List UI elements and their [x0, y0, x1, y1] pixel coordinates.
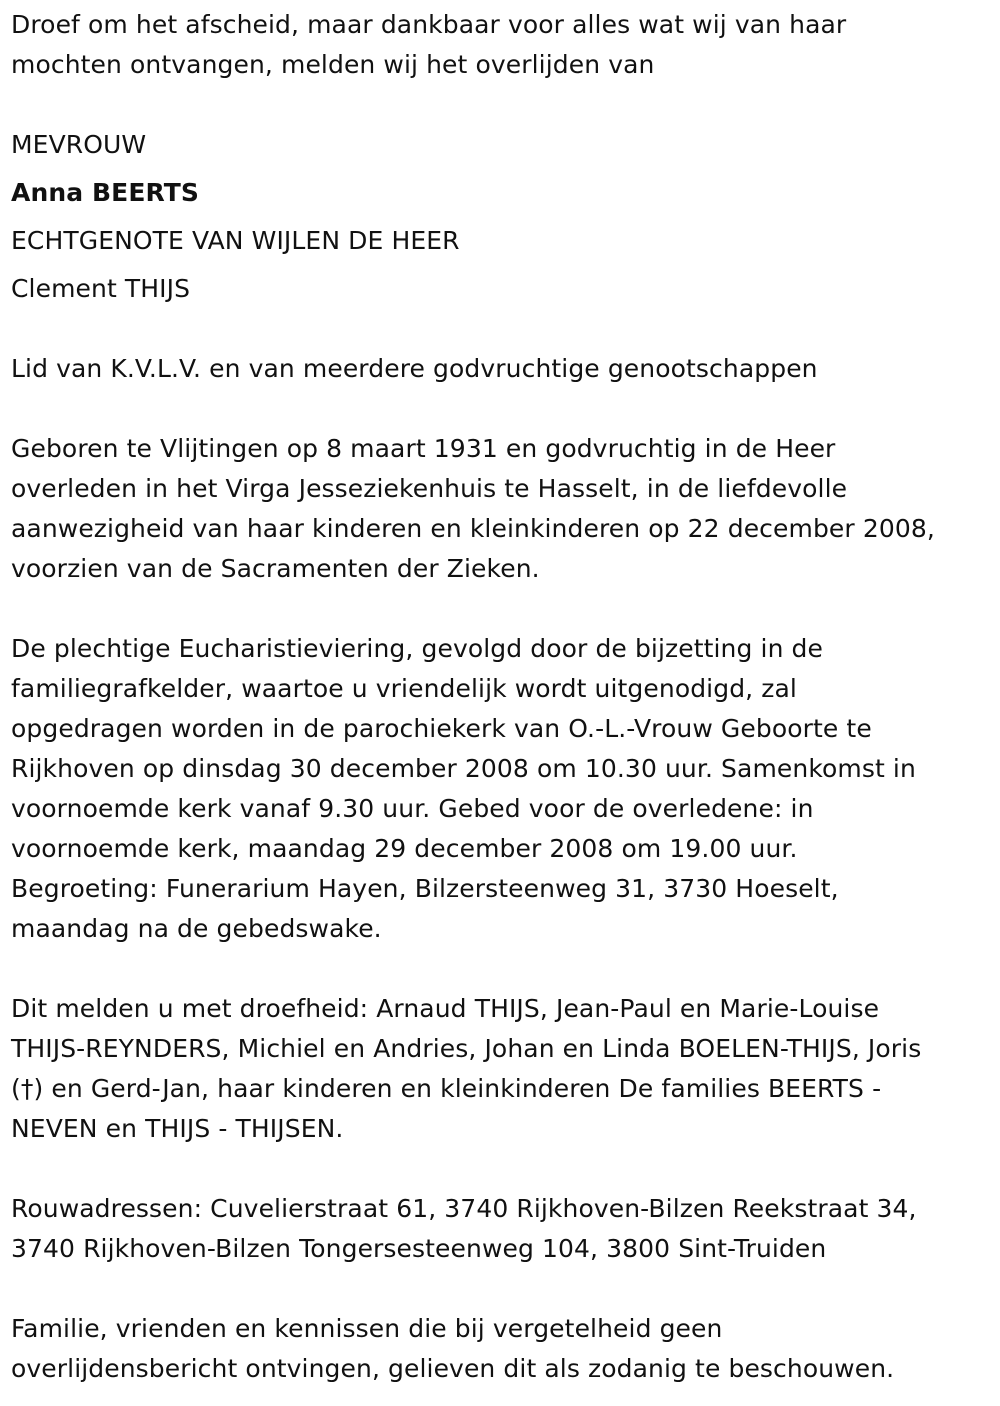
addresses-line-1: Rouwadressen: Cuvelierstraat 61, 3740 Rijkhoven-Bilzen Reekstraat 34,: [11, 1194, 917, 1223]
intro-line-2: mochten ontvangen, melden wij het overlijden van: [11, 50, 655, 79]
spouse-name: Clement THIJS: [11, 274, 191, 303]
obituary-document: [11, 0, 991, 1406]
ceremony-line-7: Begroeting: Funerarium Hayen, Bilzersteenweg 31, 3730 Hoeselt,: [11, 874, 839, 903]
membership-line: Lid van K.V.L.V. en van meerdere godvruchtige genootschappen: [11, 354, 818, 383]
ceremony-line-5: voornoemde kerk vanaf 9.30 uur. Gebed voor de overledene: in: [11, 794, 814, 823]
announcers-line-2: THIJS-REYNDERS, Michiel en Andries, Johan en Linda BOELEN-THIJS, Joris: [11, 1034, 922, 1063]
birth-death-line-1: Geboren te Vlijtingen op 8 maart 1931 en godvruchtig in de Heer: [11, 434, 836, 463]
closing-line-1: Familie, vrienden en kennissen die bij vergetelheid geen: [11, 1314, 723, 1343]
announcers-line-4: NEVEN en THIJS - THIJSEN.: [11, 1114, 344, 1143]
birth-death-line-4: voorzien van de Sacramenten der Zieken.: [11, 554, 540, 583]
deceased-title: MEVROUW: [11, 130, 147, 159]
ceremony-line-8: maandag na de gebedswake.: [11, 914, 382, 943]
announcers-line-3: (†) en Gerd-Jan, haar kinderen en kleinkinderen De families BEERTS -: [11, 1074, 882, 1103]
spouse-label: ECHTGENOTE VAN WIJLEN DE HEER: [11, 226, 460, 255]
birth-death-line-3: aanwezigheid van haar kinderen en kleinkinderen op 22 december 2008,: [11, 514, 935, 543]
ceremony-line-4: Rijkhoven op dinsdag 30 december 2008 om 10.30 uur. Samenkomst in: [11, 754, 916, 783]
ceremony-line-3: opgedragen worden in de parochiekerk van O.-L.-Vrouw Geboorte te: [11, 714, 872, 743]
deceased-name: Anna BEERTS: [11, 178, 200, 207]
addresses-line-2: 3740 Rijkhoven-Bilzen Tongersesteenweg 104, 3800 Sint-Truiden: [11, 1234, 827, 1263]
birth-death-line-2: overleden in het Virga Jesseziekenhuis te Hasselt, in de liefdevolle: [11, 474, 848, 503]
announcers-line-1: Dit melden u met droefheid: Arnaud THIJS, Jean-Paul en Marie-Louise: [11, 994, 880, 1023]
ceremony-line-2: familiegrafkelder, waartoe u vriendelijk wordt uitgenodigd, zal: [11, 674, 797, 703]
intro-line-1: Droef om het afscheid, maar dankbaar voor alles wat wij van haar: [11, 10, 847, 39]
ceremony-line-1: De plechtige Eucharistieviering, gevolgd door de bijzetting in de: [11, 634, 824, 663]
closing-line-2: overlijdensbericht ontvingen, gelieven dit als zodanig te beschouwen.: [11, 1354, 895, 1383]
ceremony-line-6: voornoemde kerk, maandag 29 december 2008 om 19.00 uur.: [11, 834, 798, 863]
